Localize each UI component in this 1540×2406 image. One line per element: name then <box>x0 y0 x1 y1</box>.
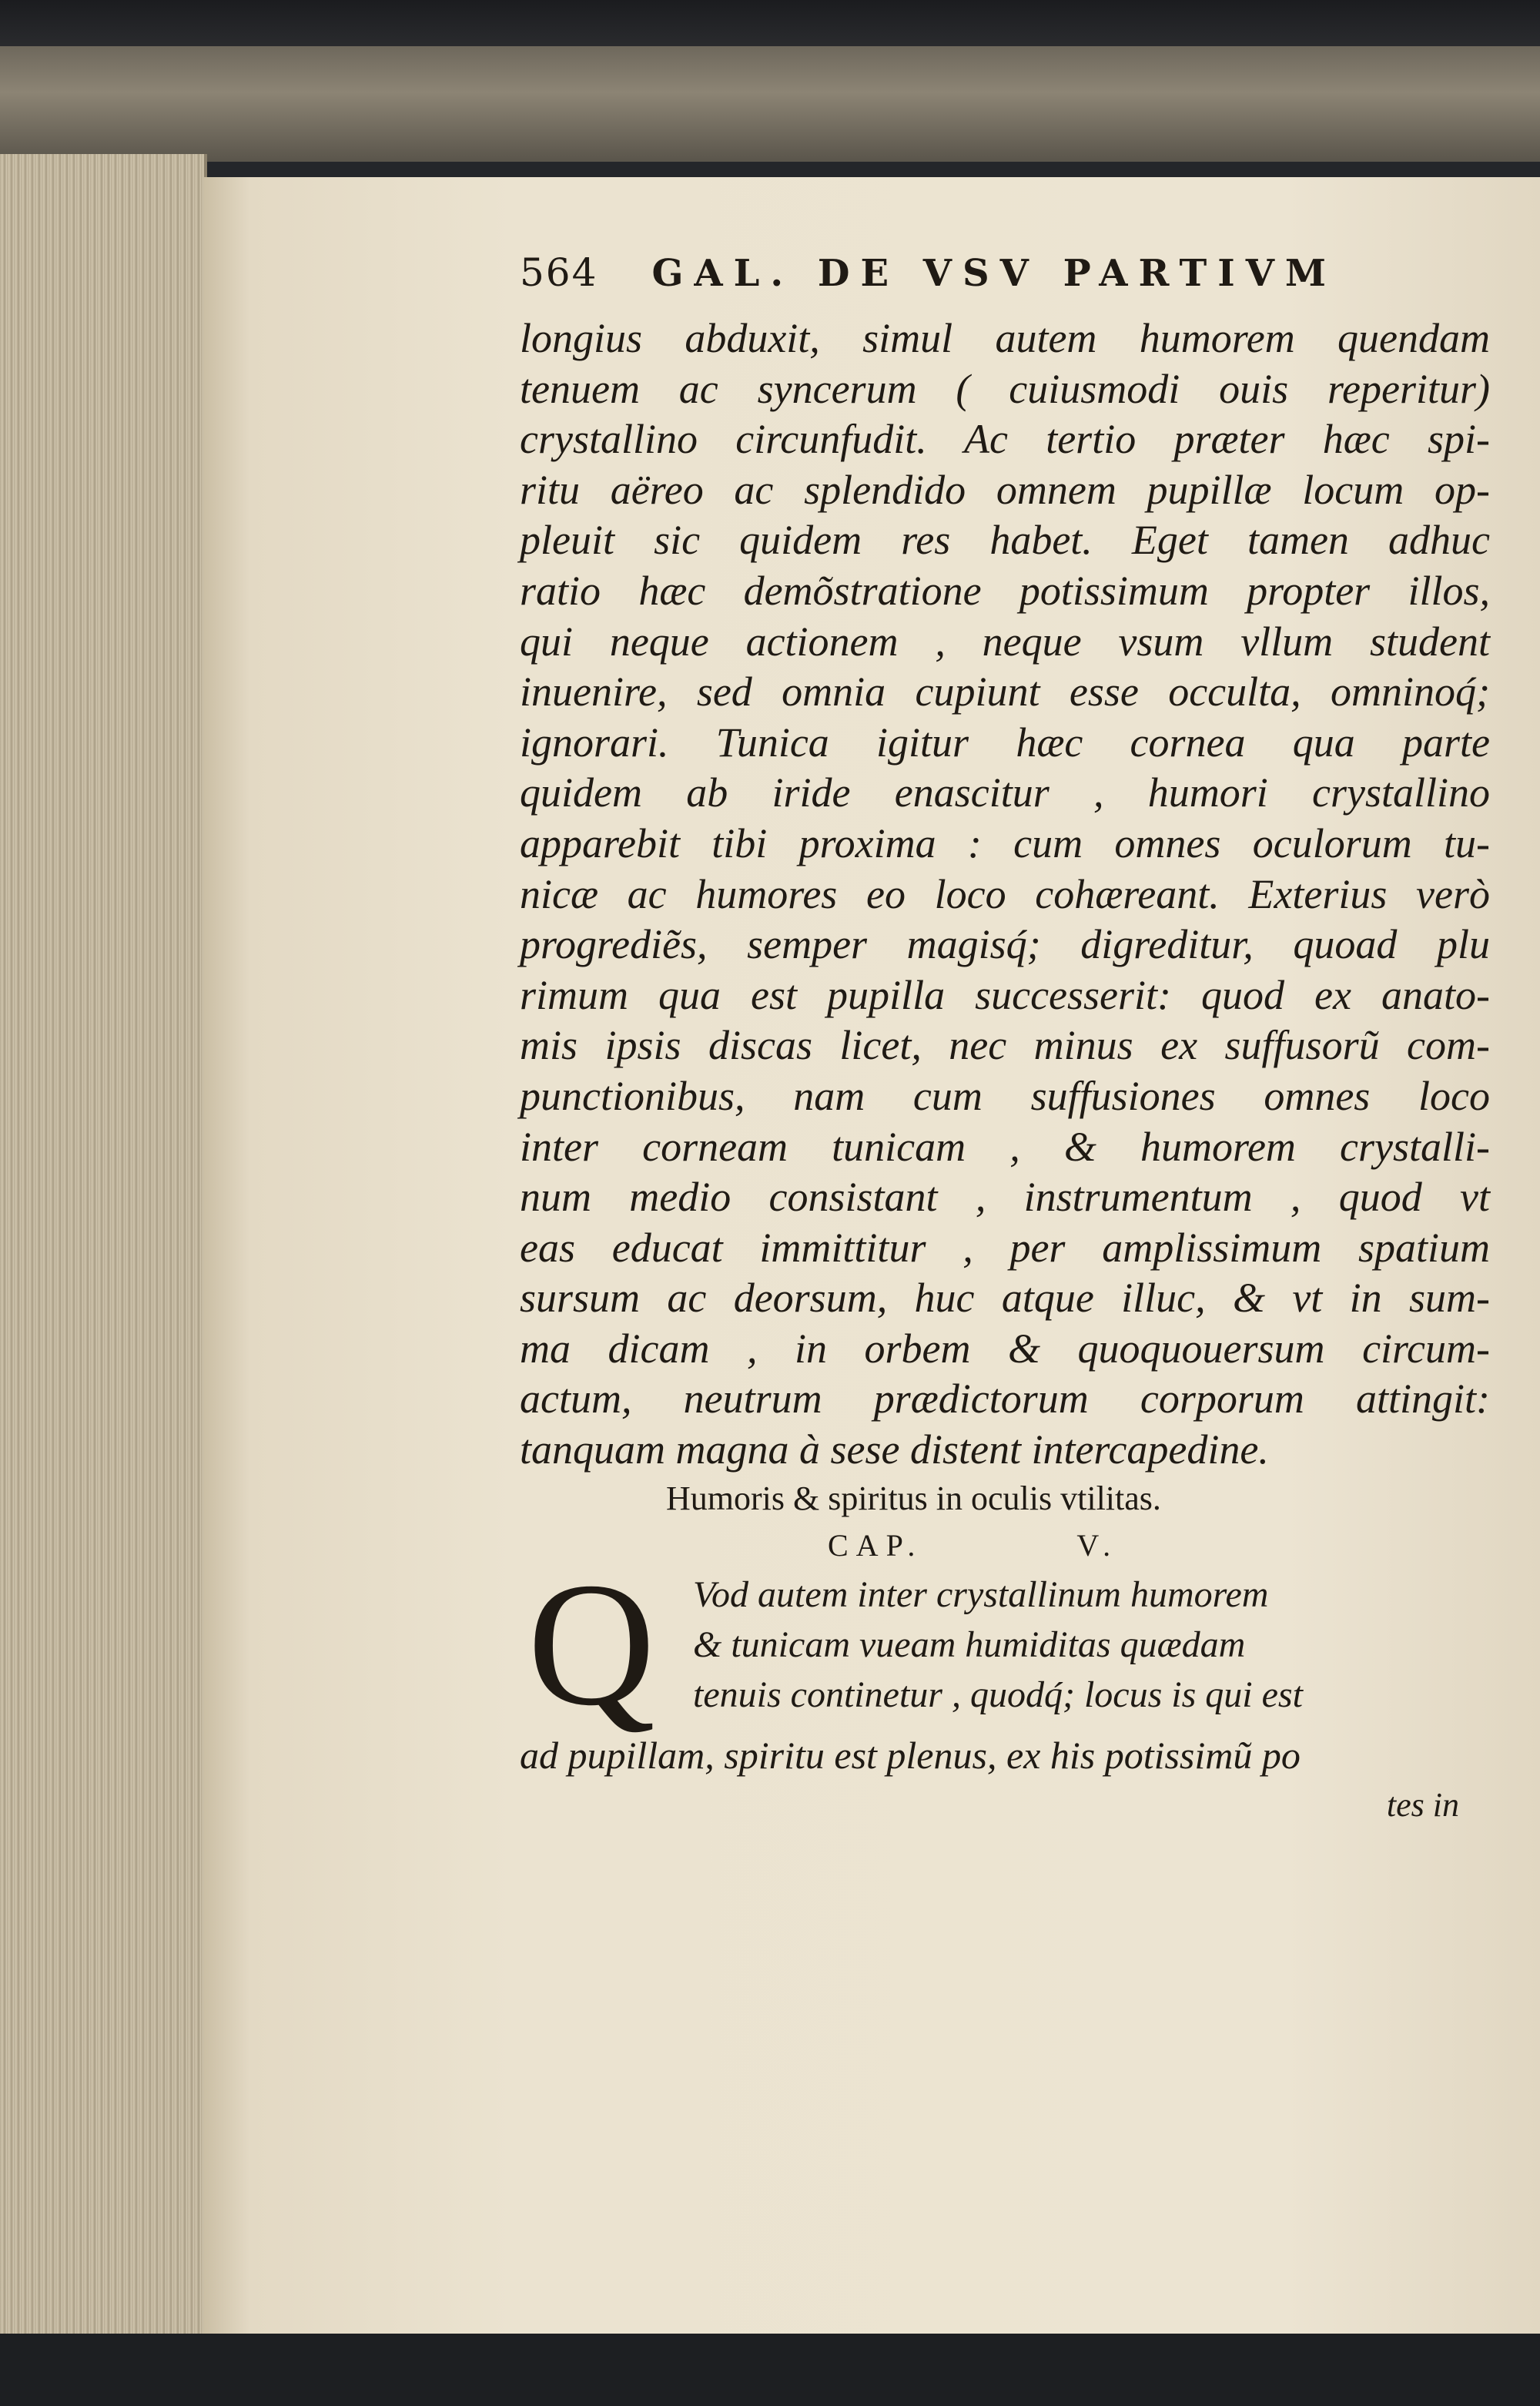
chapter-label <box>520 1522 1490 1570</box>
text-line: inuenire, sed omnia cupiunt esse occulta, omninoq́; <box>520 669 1490 715</box>
text-line: pleuit sic quidem res habet. Eget tamen adhuc <box>520 517 1490 564</box>
book-binding-edge <box>0 46 1540 162</box>
page-stack-edges <box>0 154 207 2334</box>
text-line: apparebit tibi proxima : cum omnes oculorum tu- <box>520 819 1490 866</box>
text-line: progrediẽs, semper magisq́; digreditur, quoad plu <box>520 921 1490 968</box>
text-line: longius abduxit, simul autem humorem quendam <box>520 315 1490 361</box>
text-line: eas educat immittitur , per amplissimum spatium <box>520 1224 1490 1271</box>
text-line: crystallino circunfudit. Ac tertio præter hæc spi- <box>520 416 1490 463</box>
text-line: mis ipsis discas licet, nec minus ex suffusorũ com- <box>520 1022 1490 1069</box>
text-line: actum, neutrum prædictorum corporum attingit: <box>520 1376 1490 1422</box>
text-line: tenuis continetur , quodq́; locus is qui est <box>693 1674 1303 1715</box>
drop-cap-letter: Q <box>527 1545 656 1742</box>
running-head <box>520 250 1490 304</box>
text-line: ratio hæc demõstratione potissimum propter illos, <box>520 567 1490 614</box>
text-line: ignorari. Tunica igitur hæc cornea qua parte <box>520 719 1490 766</box>
text-line: punctionibus, nam cum suffusiones omnes loco <box>520 1072 1490 1119</box>
page-number: 564 <box>520 250 598 295</box>
text-line: & tunicam vueam humiditas quædam <box>693 1624 1246 1665</box>
text-block <box>520 250 1490 1828</box>
text-line: ritu aëreo ac splendido omnem pupillæ locum op- <box>520 466 1490 513</box>
background-bottom <box>0 2334 1540 2406</box>
chapter-number: V. <box>1076 1527 1119 1563</box>
text-line: ma dicam , in orbem & quoquouersum circum- <box>520 1325 1490 1372</box>
text-line: tenuem ac syncerum ( cuiusmodi ouis reperitur) <box>520 365 1490 412</box>
text-line: rimum qua est pupilla successerit: quod ex anato- <box>520 971 1490 1018</box>
running-title: GAL. DE VSV PARTIVM <box>651 252 1337 295</box>
text-line: inter corneam tunicam , & humorem crystalli- <box>520 1123 1490 1170</box>
text-line: Vod autem inter crystallinum humorem <box>693 1573 1269 1615</box>
text-line: quidem ab iride enascitur , humori crystallino <box>520 769 1490 816</box>
text-line: qui neque actionem , neque vsum vllum student <box>520 618 1490 665</box>
text-line: nicæ ac humores eo loco cohæreant. Exterius verò <box>520 870 1490 917</box>
chapter-label-text: CAP. <box>828 1527 923 1563</box>
text-line: ad pupillam, spiritu est plenus, ex his potissimũ po <box>520 1733 1301 1777</box>
text-line: sursum ac deorsum, huc atque illuc, & vt in sum- <box>520 1275 1490 1322</box>
body-paragraph <box>520 313 1490 1476</box>
text-line: tanquam magna à sese distent intercapedine. <box>520 1426 1269 1473</box>
text-line: num medio consistant , instrumentum , quod vt <box>520 1174 1490 1221</box>
section-heading: Humoris & spiritus in oculis vtilitas. <box>666 1479 1161 1517</box>
catchword: tes in <box>1386 1785 1459 1824</box>
